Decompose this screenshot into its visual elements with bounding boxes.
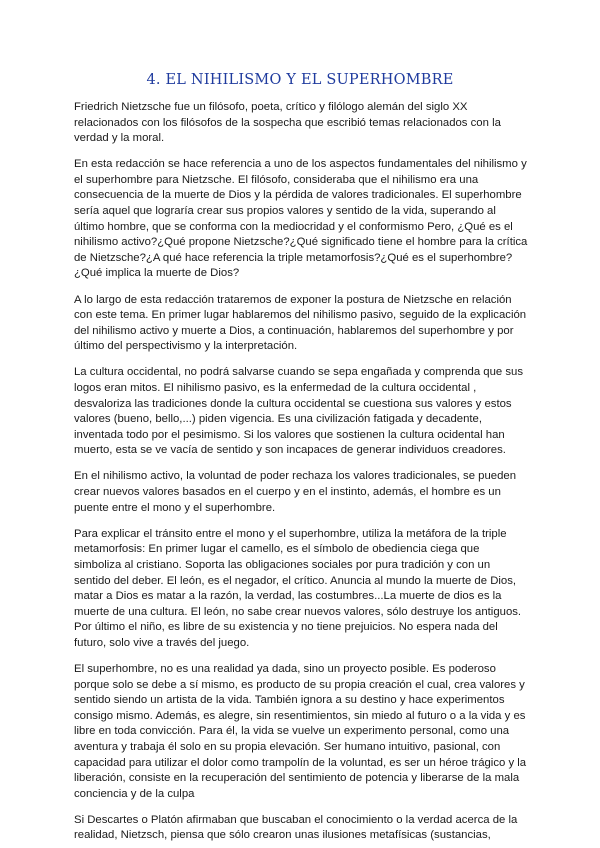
paragraph-outline: A lo largo de esta redacción trataremos de exponer la postura de Nietzsche en relación con este tema. En primer lugar hablaremos del nihilismo pasivo, seguido de la explicación del nihilismo activo y muerte a Dios, a continuación, hablaremos del superhombre y por último del perspectivismo y la interpretación. bbox=[74, 293, 527, 353]
paragraph-intro: Friedrich Nietzsche fue un filósofo, poeta, crítico y filólogo alemán del siglo XX relacionados con los filósofos de la sospecha que escribió temas relacionados con la verdad y la moral. bbox=[74, 101, 501, 145]
paragraph-active-nihilism: En el nihilismo activo, la voluntad de poder rechaza los valores tradicionales, se pueden crear nuevos valores basados en el cuerpo y en el instinto, además, el hombre es un puente entre el mono y el superhombre. bbox=[74, 470, 517, 514]
paragraph-descartes-plato: Si Descartes o Platón afirmaban que buscaban el conocimiento o la verdad acerca de la realidad, Nietzsch, piensa que sólo crearon unas ilusiones metafísicas (sustancias, bbox=[74, 813, 518, 842]
document-title: 4. EL NIHILISMO Y EL SUPERHOMBRE bbox=[146, 72, 454, 88]
paragraph-reference: En esta redacción se hace referencia a uno de los aspectos fundamentales del nihilismo y el superhombre para Nietzsche. El filósofo, consideraba que el nihilismo era una consecuencia de la muerte de Dios y la pérdida de valores tradicionales. El superhombre sería aquel que lograría crear sus propios valores y sentido de la vida, superando al último hombre, que se conforma con la mediocridad y el conformismo Pero, ¿Qué es el nihilismo activo?¿Qué propone Nietzsche?¿Qué significado tiene el hombre para la crítica de Nietzsche?¿A qué hace referencia la triple metamorfosis?¿Qué es el superhombre?¿Qué implica la muerte de Dios? bbox=[74, 158, 528, 280]
paragraph-metamorphosis: Para explicar el tránsito entre el mono y el superhombre, utiliza la metáfora de la triple metamorfosis: En primer lugar el camello, es el símbolo de obediencia ciega que simboliza al cristiano. Soporta las obligaciones sociales por pura tradición y con un sentido del deber. El león, es el negador, el crítico. Anuncia al mundo la muerte de Dios, matar a Dios es matar a la razón, la verdad, las costumbres...La muerte de dios es la muerte de una cultura. El león, no sabe crear nuevos valores, sólo destruye los antiguos. Por último el niño, es libre de su existencia y no tiene prejuicios. No espera nada del futuro, solo vive a través del juego. bbox=[74, 527, 522, 649]
document-body bbox=[74, 100, 529, 848]
paragraph-superman: El superhombre, no es una realidad ya dada, sino un proyecto posible. Es poderoso porque solo se debe a sí mismo, es producto de su propia creación el cual, crea valores y sentido siendo un artista de la vida. También ignora a su destino y hace experimentos consigo mismo. Además, es alegre, sin resentimientos, sin miedo al futuro o a la vida y es libre en toda convicción. Para él, la vida se vuelve un experimento personal, como una aventura y trabaja él solo en su propia elevación. Ser humano intuitivo, pasional, con capacidad para utilizar el dolor como trampolín de la voluntad, es ser un héroe trágico y la liberación, consiste en la recuperación del sentimiento de potencia y liberarse de la mala conciencia y de la culpa bbox=[74, 663, 527, 800]
paragraph-passive-nihilism: La cultura occidental, no podrá salvarse cuando se sepa engañada y comprenda que sus logos eran mitos. El nihilismo pasivo, es la enfermedad de la cultura occidental , desvaloriza las tradiciones donde la cultura occidental se cuestiona sus valores y estos valores (bueno, bello,...) piden vigencia. Es una civilización fatigada y decadente, inventada todo por el pesimismo. Si los valores que sostienen la cultura ocidental han muerto, esta se ve vacía de sentido y son incapaces de generar individuos creadores. bbox=[74, 366, 524, 457]
